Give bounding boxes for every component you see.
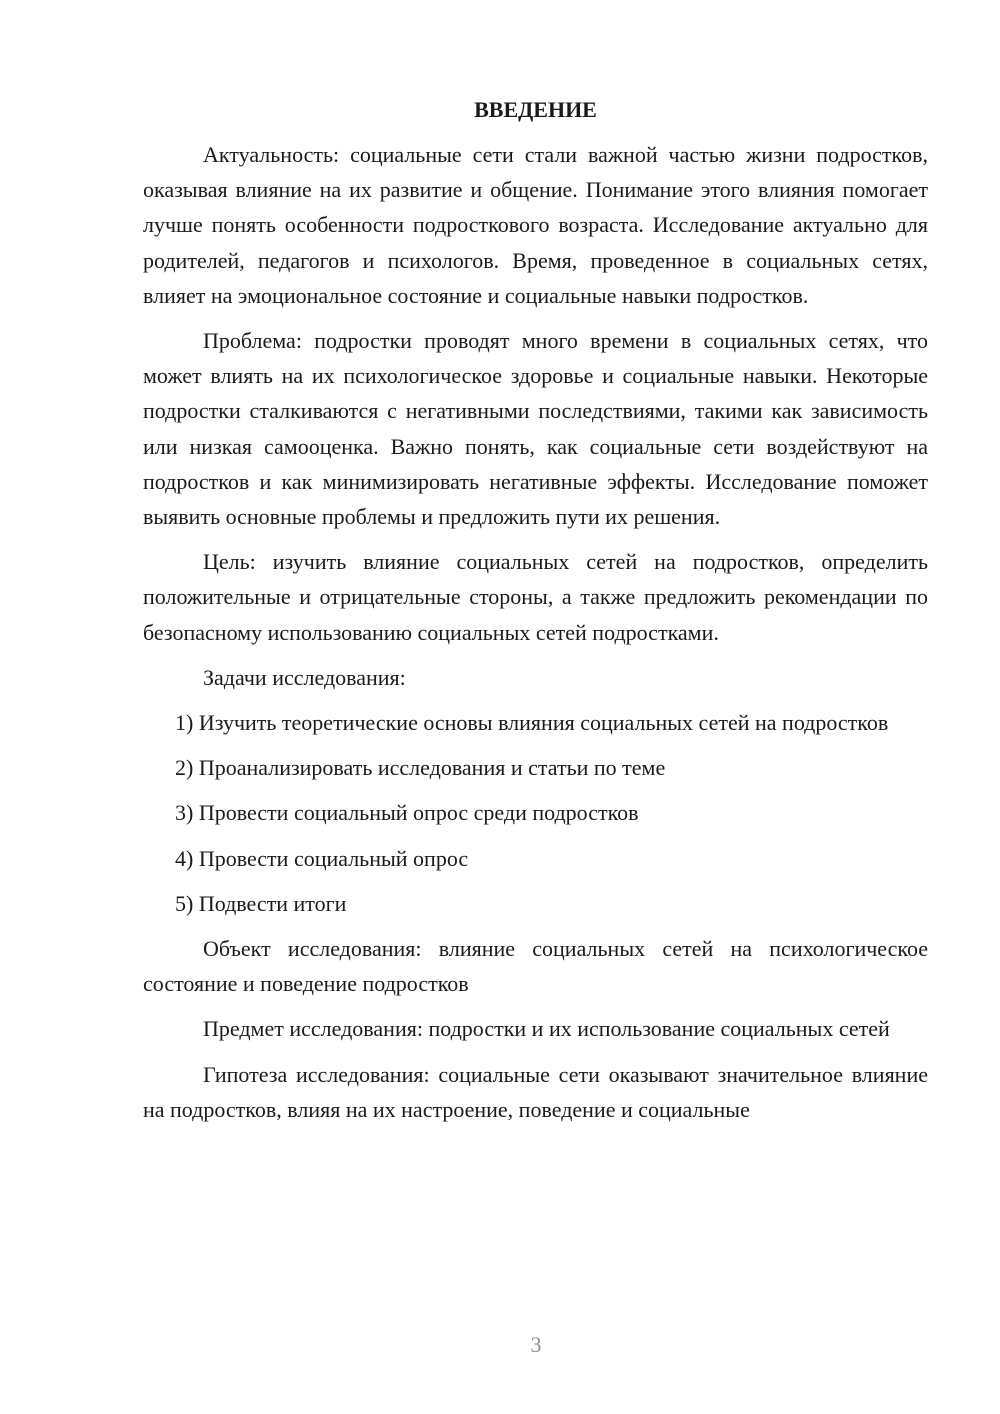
task-item-1: 1) Изучить теоретические основы влияния социальных сетей на подростков bbox=[175, 710, 889, 736]
task-item-5: 5) Подвести итоги bbox=[175, 890, 347, 916]
paragraph-goal: Цель: изучить влияние социальных сетей на подростков, определить положительные и отрицательные стороны, а также предложить рекомендации по безопасному использованию социальных сетей подростками. bbox=[143, 549, 928, 645]
paragraph-tasks-title: Задачи исследования: bbox=[203, 664, 406, 690]
page-number: 3 bbox=[530, 1332, 542, 1357]
section-heading: ВВЕДЕНИЕ bbox=[474, 97, 597, 122]
task-item-4: 4) Провести социальный опрос bbox=[175, 845, 469, 871]
paragraph-relevance: Актуальность: социальные сети стали важной частью жизни подростков, оказывая влияние на их развитие и общение. Понимание этого влияния помогает лучше понять особенности подросткового возраста. Исследование актуально для родителей, педагогов и психологов. Время, проведенное в социальных сетях, влияет на эмоциональное состояние и социальные навыки подростков. bbox=[143, 142, 928, 308]
document-page bbox=[143, 92, 928, 1137]
paragraph-hypothesis: Гипотеза исследования: социальные сети оказывают значительное влияние на подростков, влияя на их настроение, поведение и социальные bbox=[143, 1061, 928, 1122]
task-item-2: 2) Проанализировать исследования и статьи по теме bbox=[175, 755, 666, 781]
paragraph-object: Объект исследования: влияние социальных сетей на психологическое состояние и поведение подростков bbox=[143, 936, 928, 997]
task-item-3: 3) Провести социальный опрос среди подростков bbox=[175, 800, 639, 826]
paragraph-problem: Проблема: подростки проводят много времени в социальных сетях, что может влиять на их психологическое здоровье и социальные навыки. Некоторые подростки сталкиваются с негативными последствиями, такими как зависимость или низкая самооценка. Важно понять, как социальные сети воздействуют на подростков и как минимизировать негативные эффекты. Исследование поможет выявить основные проблемы и предложить пути их решения. bbox=[143, 328, 928, 530]
paragraph-subject: Предмет исследования: подростки и их использование социальных сетей bbox=[203, 1016, 890, 1042]
